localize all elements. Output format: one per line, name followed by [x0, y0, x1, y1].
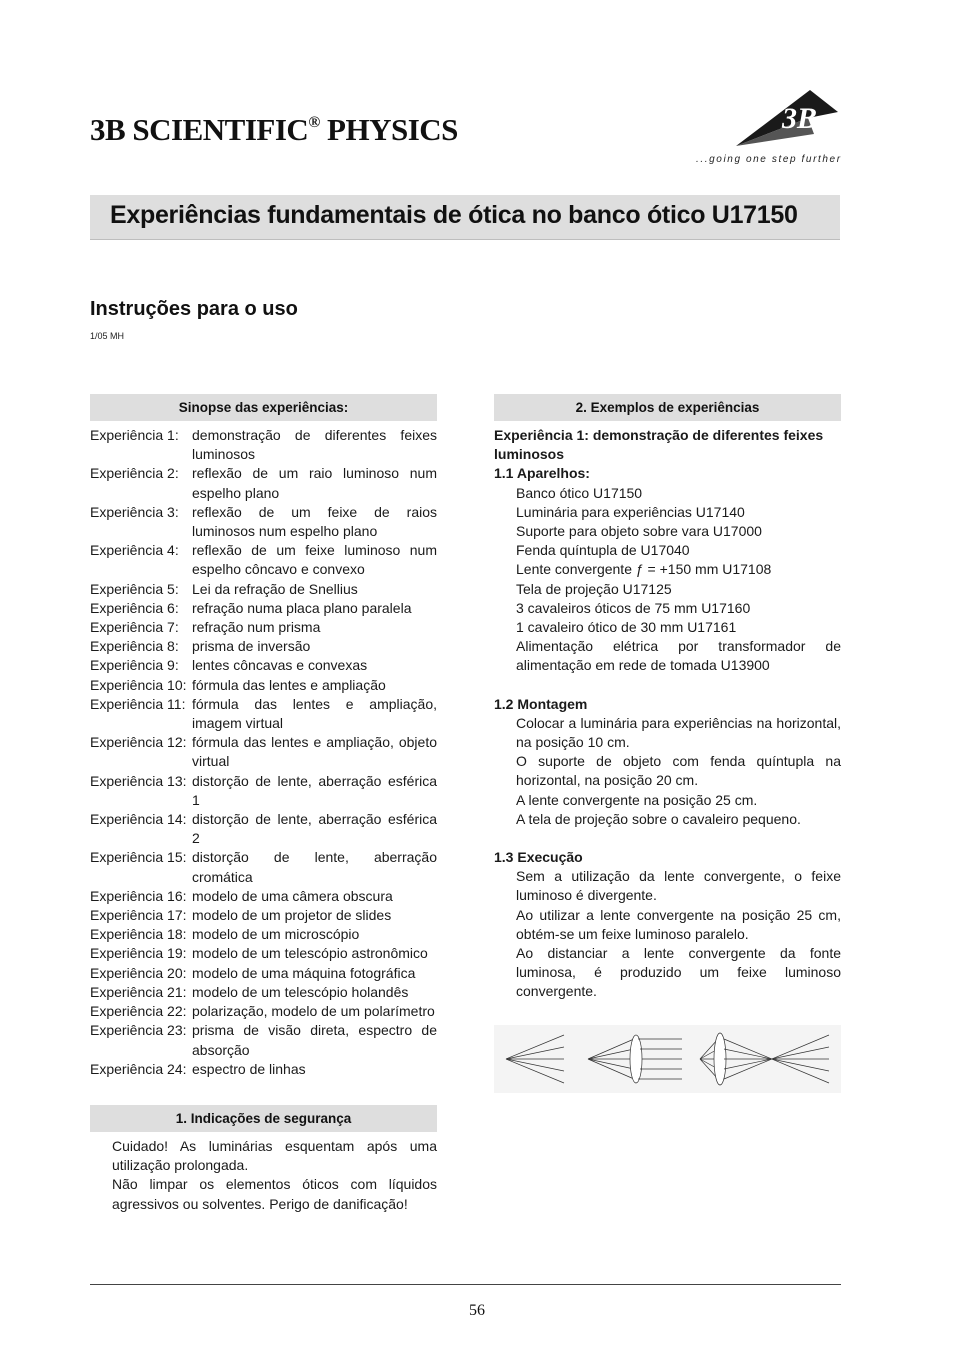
synopsis-item — [90, 618, 437, 637]
synopsis-item — [90, 1002, 437, 1021]
synopsis-item-label: Experiência 16: — [90, 887, 187, 904]
apparatus-item: Suporte para objeto sobre vara U17000 — [516, 523, 762, 540]
synopsis-item-text: refração numa placa plano paralela — [192, 599, 412, 616]
synopsis-item — [90, 848, 437, 886]
synopsis-item-label: Experiência 6: — [90, 599, 179, 616]
synopsis-item-text: reflexão de um feixe de raios luminosos num espelho plano — [192, 503, 437, 540]
document-title: Experiências fundamentais de ótica no banco ótico U17150 — [110, 201, 798, 229]
synopsis-item-label: Experiência 13: — [90, 772, 187, 789]
synopsis-item-label: Experiência 10: — [90, 676, 187, 693]
apparatus-item: 1 cavaleiro ótico de 30 mm U17161 — [516, 619, 737, 636]
synopsis-item-label: Experiência 22: — [90, 1003, 187, 1020]
synopsis-item — [90, 599, 437, 618]
examples-heading: 2. Exemplos de experiências — [494, 394, 841, 421]
apparatus-item: Banco ótico U17150 — [516, 484, 643, 501]
synopsis-item-text: modelo de um telescópio astronômico — [192, 945, 428, 962]
synopsis-item — [90, 464, 437, 502]
apparatus-item: Lente convergente ƒ = +150 mm U17108 — [516, 561, 772, 578]
ray-diagram-figure — [494, 1025, 841, 1093]
synopsis-item — [90, 983, 437, 1002]
synopsis-item-label: Experiência 21: — [90, 983, 187, 1000]
synopsis-list — [90, 426, 437, 1079]
apparatus-item: 3 cavaleiros óticos de 75 mm U17160 — [516, 599, 751, 616]
synopsis-item — [90, 925, 437, 944]
synopsis-item-text: distorção de lente, aberração esférica 1 — [192, 772, 437, 808]
synopsis-item-text: distorção de lente, aberração cromática — [192, 849, 437, 885]
synopsis-item-text: modelo de um microscópio — [192, 926, 360, 943]
synopsis-item-text: polarização, modelo de um polarímetro — [192, 1003, 435, 1020]
logo-letters: 3B — [782, 102, 818, 135]
execution-list — [494, 867, 841, 1001]
synopsis-item-label: Experiência 17: — [90, 907, 187, 924]
safety-paragraph: Cuidado! As luminárias esquentam após uma utilização prolongada. — [112, 1137, 437, 1174]
page-number: 56 — [469, 1302, 485, 1319]
synopsis-item — [90, 541, 437, 579]
synopsis-item-label: Experiência 8: — [90, 638, 179, 655]
tagline: ...going one step further — [696, 154, 842, 165]
right-column — [494, 394, 841, 1002]
experiment-title: Experiência 1: demonstração de diferentes feixes luminosos — [494, 427, 824, 463]
assembly-step: A tela de projeção sobre o cavaleiro pequeno. — [516, 810, 801, 827]
synopsis-item-label: Experiência 7: — [90, 619, 179, 636]
assembly-step: Colocar a luminária para experiências na horizontal, na posição 10 cm. — [516, 714, 841, 751]
brand-wordmark — [90, 112, 458, 148]
synopsis-item-text: fórmula das lentes e ampliação — [192, 676, 386, 693]
synopsis-item-text: lentes côncavas e convexas — [192, 657, 368, 674]
synopsis-heading: Sinopse das experiências: — [90, 394, 437, 421]
synopsis-item-label: Experiência 20: — [90, 964, 187, 981]
safety-heading: 1. Indicações de segurança — [90, 1105, 437, 1132]
apparatus-item: Luminária para experiências U17140 — [516, 503, 745, 520]
synopsis-item-text: fórmula das lentes e ampliação, objeto virtual — [192, 734, 437, 770]
apparatus-list — [494, 484, 841, 676]
safety-paragraph: Não limpar os elementos óticos com líquidos agressivos ou solventes. Perigo de danificação! — [112, 1176, 437, 1212]
synopsis-item — [90, 426, 437, 464]
execution-step: Ao distanciar a lente convergente da fonte luminosa, é produzido um feixe luminoso convergente. — [516, 945, 841, 1000]
synopsis-item-label: Experiência 5: — [90, 580, 179, 597]
synopsis-item — [90, 944, 437, 963]
safety-body — [90, 1137, 437, 1214]
synopsis-item-label: Experiência 2: — [90, 465, 179, 482]
execution-heading: 1.3 Execução — [494, 849, 583, 866]
synopsis-item — [90, 1060, 437, 1079]
synopsis-item — [90, 637, 437, 656]
synopsis-item-label: Experiência 4: — [90, 542, 179, 559]
synopsis-item-text: reflexão de um feixe luminoso num espelho côncavo e convexo — [192, 542, 437, 578]
synopsis-item-label: Experiência 15: — [90, 849, 187, 866]
apparatus-item: Fenda quíntupla de U17040 — [516, 542, 690, 559]
synopsis-item-label: Experiência 24: — [90, 1060, 187, 1077]
synopsis-item-text: espectro de linhas — [192, 1060, 306, 1077]
synopsis-item-label: Experiência 19: — [90, 945, 187, 962]
synopsis-item — [90, 676, 437, 695]
synopsis-item-text: modelo de uma câmera obscura — [192, 887, 393, 904]
synopsis-item — [90, 906, 437, 925]
apparatus-heading: 1.1 Aparelhos: — [494, 465, 590, 482]
synopsis-item-text: modelo de um telescópio holandês — [192, 983, 409, 1000]
synopsis-item-label: Experiência 9: — [90, 657, 179, 674]
synopsis-item — [90, 810, 437, 848]
synopsis-item-text: demonstração de diferentes feixes luminosos — [192, 427, 437, 463]
synopsis-item-text: prisma de visão direta, espectro de absorção — [192, 1022, 437, 1058]
synopsis-item-text: prisma de inversão — [192, 638, 311, 655]
synopsis-item-label: Experiência 1: — [90, 427, 179, 443]
brand-suffix: PHYSICS — [319, 112, 458, 147]
synopsis-item — [90, 695, 437, 733]
document-subtitle: Instruções para o uso — [90, 298, 298, 320]
execution-step: Sem a utilização da lente convergente, o feixe luminoso é divergente. — [516, 868, 841, 904]
apparatus-item: Alimentação elétrica por transformador de alimentação em rede de tomada U13900 — [516, 638, 841, 674]
footer-rule — [90, 1284, 841, 1285]
synopsis-item — [90, 503, 437, 541]
synopsis-item-text: modelo de um projetor de slides — [192, 907, 392, 924]
synopsis-item-text: fórmula das lentes e ampliação, imagem virtual — [192, 695, 437, 732]
synopsis-item-label: Experiência 3: — [90, 503, 179, 520]
brand-name: 3B SCIENTIFIC — [90, 112, 309, 147]
synopsis-item-text: refração num prisma — [192, 619, 321, 636]
synopsis-item-text: distorção de lente, aberração esférica 2 — [192, 811, 437, 847]
synopsis-item — [90, 1021, 437, 1059]
synopsis-item — [90, 656, 437, 675]
execution-step: Ao utilizar a lente convergente na posição 25 cm, obtém-se um feixe luminoso paralelo. — [516, 906, 841, 942]
assembly-step: A lente convergente na posição 25 cm. — [516, 791, 758, 808]
assembly-list — [494, 714, 841, 829]
synopsis-item-label: Experiência 14: — [90, 811, 187, 828]
synopsis-item-label: Experiência 18: — [90, 926, 187, 943]
assembly-heading: 1.2 Montagem — [494, 695, 588, 712]
synopsis-item — [90, 772, 437, 810]
synopsis-item-label: Experiência 23: — [90, 1022, 187, 1039]
document-reference: 1/05 MH — [90, 331, 125, 341]
apparatus-item: Tela de projeção U17125 — [516, 580, 672, 597]
registered-mark: ® — [308, 114, 320, 131]
synopsis-item-label: Experiência 12: — [90, 734, 187, 751]
title-bar — [90, 195, 840, 240]
synopsis-item — [90, 964, 437, 983]
synopsis-item — [90, 580, 437, 599]
assembly-step: O suporte de objeto com fenda quíntupla na horizontal, na posição 20 cm. — [516, 753, 841, 789]
synopsis-item-label: Experiência 11: — [90, 695, 186, 712]
synopsis-item-text: reflexão de um raio luminoso num espelho plano — [192, 465, 437, 501]
synopsis-item — [90, 733, 437, 771]
left-column — [90, 394, 437, 1214]
synopsis-item — [90, 887, 437, 906]
synopsis-item-text: modelo de uma máquina fotográfica — [192, 964, 416, 981]
synopsis-item-text: Lei da refração de Snellius — [192, 580, 358, 597]
